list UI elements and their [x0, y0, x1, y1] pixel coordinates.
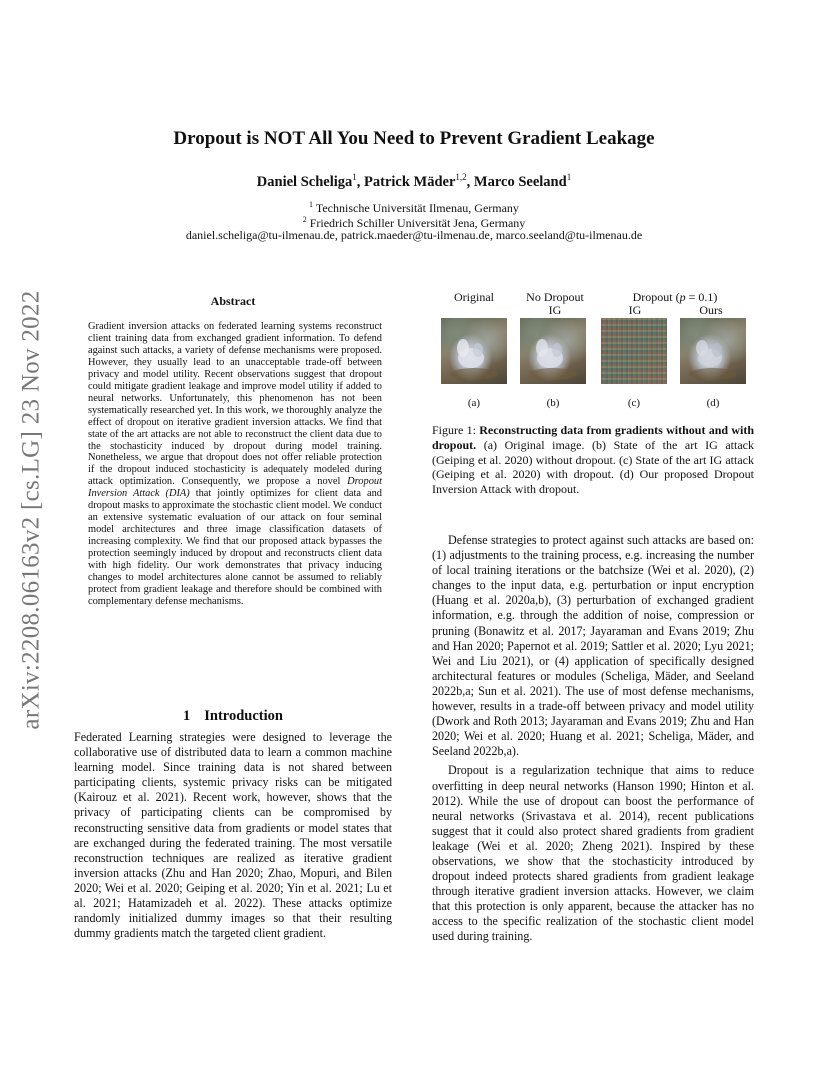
author-list: Daniel Scheliga$^1$, Patrick Mäder$^{1,2}$, Marco Seeland$^1$ [256, 172, 572, 190]
author-emails: daniel.scheliga@tu-ilmenau.de, patrick.maeder@tu-ilmenau.de, marco.seeland@tu-ilmenau.de [185, 228, 643, 242]
introduction-paragraph [74, 730, 392, 941]
affiliation-mark: 2 [302, 215, 307, 224]
bunny-photo-icon [441, 318, 507, 384]
author-affiliation-mark: 1,2 [455, 172, 467, 182]
author-name: Daniel Scheliga [256, 173, 353, 190]
paragraph: Defense strategies to protect against such attacks are based on: (1) adjustments to the training process, e.g. increasing the number of local training iterations or the batchsize (Wei et al. 2020), (2) changes to the input data, e.g. perturbation or input encryption (Huang et al. 2020a,b), (3) perturbation of exchanged gradient information, e.g. through the addition of noise, compression or pruning (Bonawitz et al. 2017; Jayaraman and Evans 2019; Zhu and Han 2020; Papernot et al. 2019; Sattler et al. 2020; Lyu 2021; Wei and Liu 2021), or (4) application of specifically designed architectural features or modules (Scheliga, Mäder, and Seeland 2022b,a; Sun et al. 2021). The use of most defense mechanisms, however, results in a trade-off between privacy and model utility (Dwork and Roth 2013; Jayaraman and Evans 2019; Zhu and Han 2020; Wei et al. 2020; Huang et al. 2021; Scheliga, Mäder, and Seeland 2022b,a). [432, 533, 754, 759]
original-image [441, 318, 507, 384]
affiliation-text: Technische Universität Ilmenau, Germany [315, 201, 519, 215]
figure-column-header: Original [454, 290, 494, 304]
paragraph: Dropout is a regularization technique that aims to reduce overfitting in deep neural networks (Hanson 1990; Hinton et al. 2012). While the use of dropout can boost the performance of neural networks (Srivastava et al. 2014), recent publications suggest that it could also protect shared gradients from gradient leakage (Wei et al. 2020; Zheng 2021). Inspired by these observations, we show that the stochasticity introduced by dropout indeed protects shared gradients from gradient leakage through iterative gradient inversion attacks. However, we claim that this protection is only apparent, because the attacker has no access to the specific realization of the stochastic client model used during training. [432, 763, 754, 944]
subfigure-label: (c) [627, 397, 641, 409]
caption-bold: Reconstructing data from gradients without and with dropout. [432, 423, 755, 452]
figure-caption [432, 423, 754, 497]
reconstruction-no-dropout [520, 318, 586, 384]
section-title: Introduction [204, 708, 283, 724]
header-text: Dropout ( [632, 290, 680, 304]
paper-title: Dropout is NOT All You Need to Prevent Gradient Leakage [173, 128, 655, 149]
figure-column-subheader: IG [548, 303, 562, 317]
section-number: 1 [183, 708, 191, 724]
figure-column-subheader: IG [628, 303, 642, 317]
right-column-text [432, 533, 754, 945]
figure-column-header: No Dropout [526, 290, 584, 304]
arxiv-identifier-text: arXiv:2208.06163v2 [cs.LG] 23 Nov 2022 [18, 290, 45, 730]
caption-text: (a) Original image. (b) State of the art IG attack (Geiping et al. 2020) without dropout. (c) State of the art IG attack (Geiping et al. 2020) with dropout. (d) Our proposed Dropout Inversion Attack with dropout. [432, 437, 754, 497]
abstract-emphasis: Dropout Inversion Attack (DIA) [88, 476, 382, 500]
abstract-text [88, 321, 382, 608]
author-affiliation-mark: 1 [566, 172, 572, 182]
affiliation-text: Friedrich Schiller Universität Jena, Germany [309, 216, 526, 230]
arxiv-identifier-stamp [12, 280, 52, 740]
figure-column-subheader: Ours [699, 303, 723, 317]
bunny-reconstruction-icon [520, 318, 586, 384]
abstract-heading: Abstract [210, 294, 256, 308]
subfigure-label: (a) [467, 397, 481, 409]
section-heading-introduction [74, 708, 392, 725]
affiliation-mark: 1 [309, 200, 314, 209]
author-affiliation-mark: 1 [352, 172, 357, 182]
caption-label: Figure 1: [432, 423, 476, 437]
author-name: Marco Seeland [473, 173, 567, 190]
subfigure-label: (d) [706, 397, 720, 409]
subfigure-label: (b) [546, 397, 560, 409]
abstract-text-part: that jointly optimizes for client data and dropout masks to approximate the stochastic client model. We conduct an extensive systematic evaluation of our attack on four seminal model architectures and three image classification datasets of increasing complexity. We find that our proposed attack bypasses the protection seemingly induced by dropout and reconstructs client data with high fidelity. Our work demonstrates that privacy inducing changes to model architectures alone cannot be assumed to reliably protect from gradient leakage and therefore should be combined with complementary defense mechanisms. [88, 488, 382, 607]
abstract-text-part: Gradient inversion attacks on federated learning systems reconstruct client training data from exchanged gradient information. To defend against such attacks, a variety of defense mechanisms were proposed. However, they usually lead to an unacceptable trade-off between privacy and model utility. Recent observations suggest that dropout could mitigate gradient leakage and improve model utility if added to neural networks. Unfortunately, this phenomenon has not been systematically researched yet. In this work, we thoroughly analyze the effect of dropout on iterative gradient inversion attacks. We find that state of the art attacks are not able to reconstruct the client data due to the stochasticity induced by dropout during model training. Nonetheless, we argue that dropout does not offer reliable protection if the dropout induced stochasticity is adequately modeled during attack optimization. Consequently, we propose a novel [88, 321, 382, 488]
header-text: = 0.1) [685, 290, 718, 304]
paragraph: Federated Learning strategies were designed to leverage the collaborative use of distributed data to learn a common machine learning model. Since training data is not shared between participating clients, systemic privacy risks can be mitigated (Kairouz et al. 2021). Recent work, however, shows that the privacy of participating clients can be compromised by reconstructing sensitive data from gradients or model states that are exchanged during the federated training. The most versatile reconstruction techniques are realized as iterative gradient inversion attacks (Zhu and Han 2020; Zhao, Mopuri, and Bilen 2020; Wei et al. 2020; Geiping et al. 2020; Yin et al. 2021; Lu et al. 2021; Hatamizadeh et al. 2022). These attacks optimize randomly initialized dummy images so that their resulting dummy gradients match the targeted client gradient. [74, 730, 392, 941]
noisy-reconstruction [601, 318, 667, 384]
author-name: Patrick Mäder [364, 173, 456, 190]
reconstruction-ours [680, 318, 746, 384]
dropout-rate-symbol: p [679, 290, 686, 304]
bunny-reconstruction-icon [680, 318, 746, 384]
